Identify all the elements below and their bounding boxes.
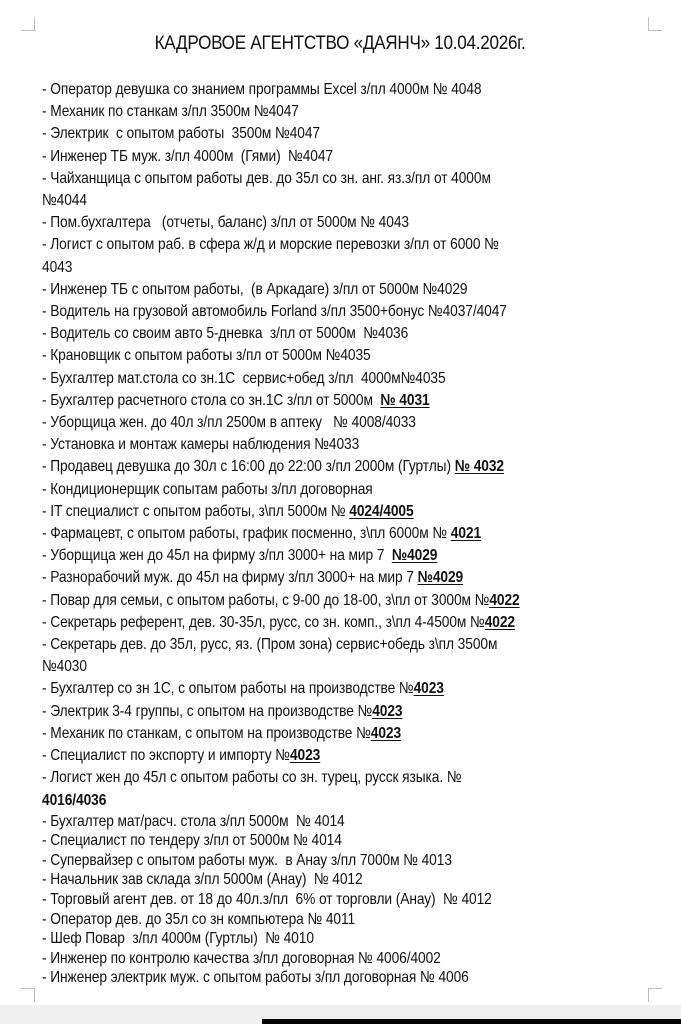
listing-text: - Пом.бухгалтера (отчеты, баланс) з/пл от 5000м № 4043 — [42, 214, 409, 232]
listing-text: - Электрик с опытом работы 3500м №4047 — [42, 125, 320, 143]
listing-text: - Секретарь дев. до 35л, русс, яз. (Пром зона) сервис+обедь з\пл 3500м — [42, 636, 498, 654]
job-listing-line — [42, 767, 592, 789]
document-title: КАДРОВОЕ АГЕНТСТВО «ДАЯНЧ» 10.04.2026г. — [155, 33, 526, 54]
listing-text: - Инженер по контролю качества з/пл договорная № 4006/4002 — [42, 949, 441, 967]
listing-text: - Бухгалтер расчетного стола со зн.1С з/пл от 5000м — [42, 391, 381, 409]
listing-text: - Супервайзер с опытом работы муж. в Анау з/пл 7000м № 4013 — [42, 851, 452, 869]
job-listing-line — [42, 345, 592, 367]
listing-text: - Установка и монтаж камеры наблюдения №4033 — [42, 436, 360, 454]
job-listing-line — [42, 101, 592, 123]
job-listing-line — [42, 212, 592, 234]
vacancy-number: 4023 — [372, 702, 403, 720]
job-listing-line — [42, 146, 592, 168]
job-listing-line — [42, 790, 592, 812]
listing-text: - Инженер ТБ с опытом работы, (в Аркадаге) з/пл от 5000м №4029 — [42, 280, 468, 298]
job-listing-line — [42, 723, 592, 745]
job-listing-line — [42, 279, 592, 301]
listing-text: - Фармацевт, с опытом работы, график посменно, з\пл 6000м № — [42, 525, 451, 543]
listing-text: - Шеф Повар з/пл 4000м (Гуртлы) № 4010 — [42, 930, 314, 948]
job-listing-line — [42, 612, 592, 634]
listing-text: №4030 — [42, 658, 87, 676]
job-listing-line — [42, 831, 592, 851]
listing-text: - Механик по станкам з/пл 3500м №4047 — [42, 103, 299, 121]
job-listing-line — [42, 434, 592, 456]
listing-text: - Бухгалтер со зн 1С, с опытом работы на производстве № — [42, 680, 414, 698]
listing-text: - Оператор дев. до 35л со зн компьютера № 4011 — [42, 910, 356, 928]
job-listings — [42, 79, 681, 988]
listing-text: - Специалист по тендеру з/пл от 5000м № 4014 — [42, 832, 342, 850]
listing-text: - Чайханщица с опытом работы дев. до 35л со зн. анг. яз.з/пл от 4000м — [42, 169, 491, 187]
vacancy-number: 4023 — [413, 680, 444, 698]
listing-text: - Продавец девушка до 30л с 16:00 до 22:00 з/пл 2000м (Гуртлы) — [42, 458, 455, 476]
vacancy-number: № 4032 — [454, 458, 504, 476]
listing-text: - Кондиционерщик сопытам работы з/пл договорная — [42, 480, 373, 498]
job-listing-line — [42, 949, 592, 969]
listing-text: №4044 — [42, 192, 87, 210]
listing-text: - Уборщица жен. до 40л з/пл 2500м в аптеку № 4008/4033 — [42, 414, 416, 432]
listing-text: - Крановщик с опытом работы з/пл от 5000м №4035 — [42, 347, 371, 365]
listing-text: - Разнорабочий муж. до 45л на фирму з/пл 3000+ на мир 7 — [42, 569, 418, 587]
next-page-edge — [262, 1019, 681, 1024]
job-listing-line — [42, 968, 592, 988]
job-listing-line — [42, 301, 592, 323]
vacancy-number: 4023 — [289, 747, 321, 765]
job-listing-line — [42, 412, 592, 434]
vacancy-number: № 4031 — [380, 391, 430, 409]
job-listing-line — [42, 190, 592, 212]
listing-text: - Секретарь референт, дев. 30-35л, русс, со зн. комп., з\пл 4-4500м № — [42, 613, 485, 631]
job-listing-line — [42, 910, 592, 930]
listing-text: - Инженер ТБ муж. з/пл 4000м (Гями) №4047 — [42, 147, 334, 165]
listing-text: - Бухгалтер мат/расч. стола з/пл 5000м № 4014 — [42, 812, 345, 830]
job-listing-line — [42, 501, 592, 523]
job-listing-line — [42, 812, 592, 832]
listing-text: - Повар для семьи, с опытом работы, с 9-00 до 18-00, з\пл от 3000м № — [42, 591, 490, 609]
job-listing-line — [42, 890, 592, 910]
vacancy-number: 4022 — [489, 591, 520, 609]
job-listing-line — [42, 745, 592, 767]
listing-text: - Логист жен до 45л с опытом работы со зн. турец, русск языка. № — [42, 769, 462, 787]
job-listing-line — [42, 479, 592, 501]
job-listing-line — [42, 368, 592, 390]
job-listing-line — [42, 545, 592, 567]
listing-text: - Уборщица жен до 45л на фирму з/пл 3000+ на мир 7 — [42, 547, 392, 565]
job-listing-line — [42, 851, 592, 871]
job-listing-line — [42, 870, 592, 890]
job-listing-line — [42, 234, 592, 256]
job-listing-line — [42, 523, 592, 545]
job-listing-line — [42, 390, 592, 412]
job-listing-line — [42, 590, 592, 612]
listing-text: - Водитель на грузовой автомобиль Forland з/пл 3500+бонус №4037/4047 — [42, 303, 507, 321]
page-corner-mark — [21, 17, 35, 31]
job-listing-line — [42, 656, 592, 678]
listing-text: - Оператор девушка со знанием программы Excel з/пл 4000м № 4048 — [42, 81, 482, 98]
listing-text: - Механик по станкам, с опытом на производстве № — [42, 724, 371, 742]
page-corner-mark — [648, 17, 662, 31]
listing-text: - Бухгалтер мат.стола со зн.1С сервис+обед з/пл 4000м№4035 — [42, 369, 446, 387]
job-listing-line — [42, 456, 592, 478]
vacancy-number: 4023 — [370, 724, 402, 742]
job-listing-line — [42, 323, 592, 345]
vacancy-number: 4021 — [450, 525, 482, 543]
listing-text: - Электрик 3-4 группы, с опытом на производстве № — [42, 702, 373, 720]
vacancy-number: 4016/4036 — [42, 791, 107, 809]
job-listing-line — [42, 701, 592, 723]
vacancy-number: 4022 — [484, 613, 515, 631]
listing-text: 4043 — [42, 258, 73, 276]
job-listing-line — [42, 634, 592, 656]
listing-text: - Начальник зав склада з/пл 5000м (Анау) № 4012 — [42, 871, 363, 889]
vacancy-number: 4024/4005 — [349, 502, 414, 520]
job-listing-line — [42, 257, 592, 279]
job-listing-line — [42, 678, 592, 700]
vacancy-number: №4029 — [391, 547, 438, 565]
job-listing-line — [42, 123, 592, 145]
page-corner-mark — [21, 988, 35, 1002]
listing-text: - Специалист по экспорту и импорту № — [42, 747, 290, 765]
listing-text: - Торговый агент дев. от 18 до 40л.з/пл 6% от торговли (Анау) № 4012 — [42, 891, 492, 909]
listing-text: - Инженер электрик муж. с опытом работы з/пл договорная № 4006 — [42, 969, 469, 987]
job-listing-line — [42, 168, 592, 190]
page-corner-mark — [648, 988, 662, 1002]
listing-text: - Водитель со своим авто 5-дневка з/пл от 5000м №4036 — [42, 325, 409, 343]
job-listing-line — [42, 79, 592, 101]
job-listing-line — [42, 929, 592, 949]
vacancy-number: №4029 — [417, 569, 464, 587]
listing-text: - IT специалист с опытом работы, з\пл 5000м № — [42, 502, 350, 520]
job-listing-line — [42, 567, 592, 589]
listing-text: - Логист с опытом раб. в сфера ж/д и морские перевозки з/пл от 6000 № — [42, 236, 499, 254]
